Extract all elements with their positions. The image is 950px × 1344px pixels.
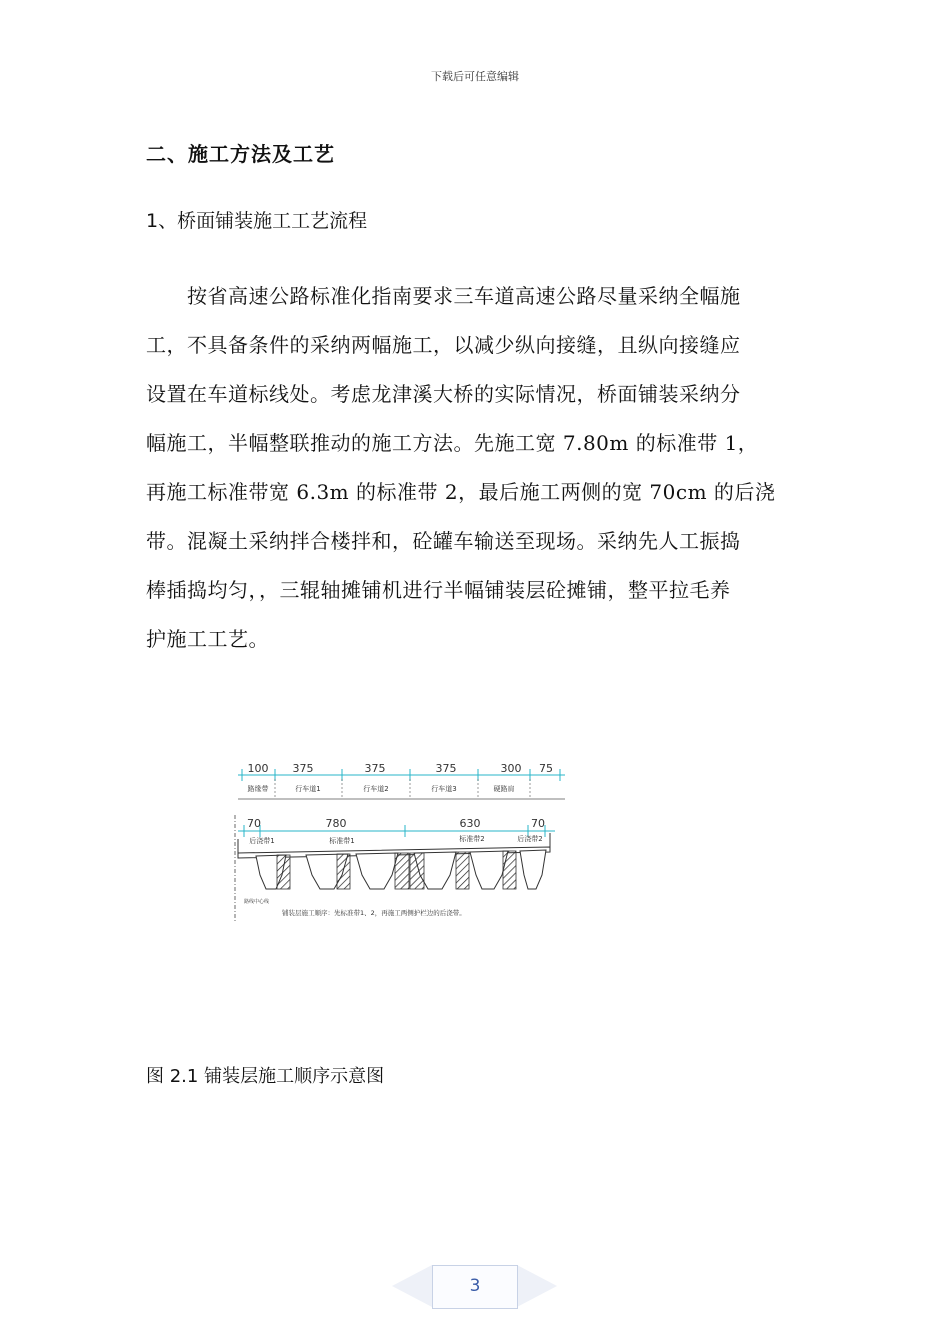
page-number: 3: [469, 1276, 481, 1296]
dimension-label: 300: [500, 762, 522, 775]
strip-label: 标准带2: [459, 835, 485, 843]
paragraph-line: 再施工标准带宽 6.3m 的标准带 2，最后施工两侧的宽 70cm 的后浇: [146, 480, 776, 504]
paragraph-line: 设置在车道标线处。考虑龙津溪大桥的实际情况，桥面铺装采纳分: [146, 382, 741, 406]
figure-caption: 图 2.1 铺装层施工顺序示意图: [146, 1066, 385, 1087]
body-paragraph: [146, 272, 808, 664]
paragraph-line: 带。混凝土采纳拌合楼拌和，砼罐车输送至现场。采纳先人工振捣: [146, 529, 741, 553]
bridge-deck-diagram: [230, 755, 575, 925]
dimension-label: 100: [247, 762, 269, 775]
dimension-label: 630: [459, 817, 481, 830]
subsection-title: 1、桥面铺装施工工艺流程: [146, 210, 368, 232]
strip-label: 后浇带2: [517, 835, 543, 843]
construction-order-note: 铺装层施工顺序：先标准带1、2，再施工两侧护栏边的后浇带。: [282, 909, 466, 917]
paragraph-line: 护施工工艺。: [146, 627, 269, 651]
dimension-label: 780: [325, 817, 347, 830]
page-header: 下载后可任意编辑: [431, 70, 519, 83]
paragraph-line: 幅施工，半幅整联推动的施工方法。先施工宽 7.80m 的标准带 1，: [146, 431, 759, 455]
lane-label: 行车道1: [295, 785, 321, 793]
paragraph-line: 棒插捣均匀，，三辊轴摊铺机进行半幅铺装层砼摊铺，整平拉毛养: [146, 578, 731, 602]
strip-label: 标准带1: [329, 837, 355, 845]
lane-label: 行车道2: [363, 785, 389, 793]
dimension-label: 375: [364, 762, 386, 775]
dimension-label: 70: [247, 817, 261, 830]
dimension-label: 375: [435, 762, 457, 775]
paragraph-line: 工，不具备条件的采纳两幅施工，以减少纵向接缝，且纵向接缝应: [146, 333, 741, 357]
lane-label: 硬路肩: [493, 785, 515, 793]
lane-label: 路缘带: [247, 785, 269, 793]
dimension-label: 375: [292, 762, 314, 775]
section-title: 二、施工方法及工艺: [146, 142, 335, 166]
dimension-label: 70: [531, 817, 545, 830]
paragraph-line: 按省高速公路标准化指南要求三车道高速公路尽量采纳全幅施: [187, 284, 741, 308]
dimension-label: 75: [539, 762, 553, 775]
lane-label: 行车道3: [431, 785, 457, 793]
strip-label: 后浇带1: [249, 837, 275, 845]
centerline-label: 路线中心线: [244, 899, 270, 905]
